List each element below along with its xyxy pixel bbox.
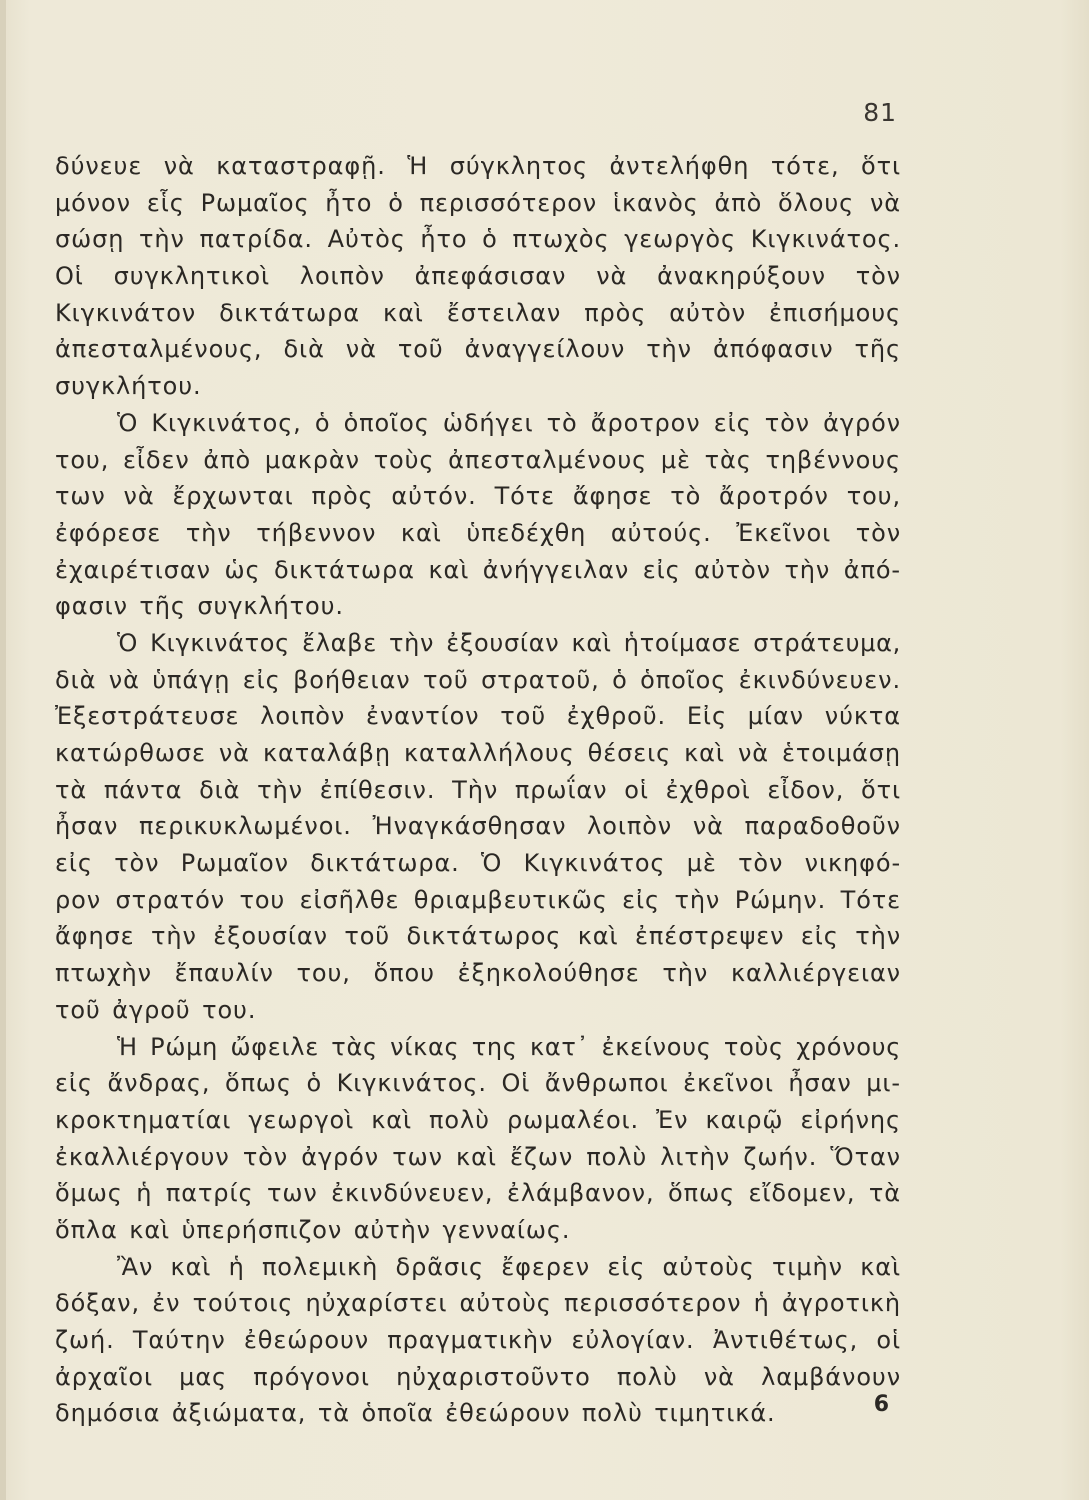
text-line: ὅπλα καὶ ὑπερήσπιζον αὐτὴν γενναίως. xyxy=(55,1215,571,1244)
text-line: διὰ νὰ ὑπάγῃ εἰς βοήθειαν τοῦ στρατοῦ, ὁ ὁποῖος ἐκινδύνευεν. xyxy=(55,665,901,694)
text-line: Οἱ συγκλητικοὶ λοιπὸν ἀπεφάσισαν νὰ ἀνακηρύξουν τὸν xyxy=(55,262,901,291)
text-line: ἄφησε τὴν ἐξουσίαν τοῦ δικτάτωρος καὶ ἐπέστρεψεν εἰς τὴν xyxy=(55,922,901,951)
text-line: Ἐξεστράτευσε λοιπὸν ἐναντίον τοῦ ἐχθροῦ. Εἰς μίαν νύκτα xyxy=(55,702,901,731)
text-line: τοῦ ἀγροῦ του. xyxy=(55,995,257,1024)
text-line: κροκτηματίαι γεωργοὶ καὶ πολὺ ρωμαλέοι. Ἐν καιρῷ εἰρήνης xyxy=(55,1105,901,1134)
page-number: 81 xyxy=(863,98,897,127)
text-line: ἦσαν περικυκλωμένοι. Ἠναγκάσθησαν λοιπὸν νὰ παραδοθοῦν xyxy=(55,812,901,841)
text-line: ρον στρατόν του εἰσῆλθε θριαμβευτικῶς εἰς τὴν Ρώμην. Τότε xyxy=(55,885,901,914)
text-line: πτωχὴν ἔπαυλίν του, ὅπου ἐξηκολούθησε τὴν καλλιέργειαν xyxy=(55,959,901,988)
text-line: των νὰ ἔρχωνται πρὸς αὐτόν. Τότε ἄφησε τὸ ἄροτρόν του, xyxy=(55,482,901,511)
text-line: μόνον εἷς Ρωμαῖος ἦτο ὁ περισσότερον ἱκανὸς ἀπὸ ὅλους νὰ xyxy=(55,188,901,217)
text-line: ἀπεσταλμένους, διὰ νὰ τοῦ ἀναγγείλουν τὴν ἀπόφασιν τῆς xyxy=(55,335,901,364)
text-line: δημόσια ἀξιώματα, τὰ ὁποῖα ἐθεώρουν πολὺ τιμητικά. xyxy=(55,1399,776,1428)
text-line: ἐκαλλιέργουν τὸν ἀγρόν των καὶ ἔζων πολὺ λιτὴν ζωήν. Ὅταν xyxy=(55,1142,901,1171)
text-line: εἰς ἄνδρας, ὅπως ὁ Κιγκινάτος. Οἱ ἄνθρωποι ἐκεῖνοι ἦσαν μι- xyxy=(55,1069,901,1098)
text-line: ἐχαιρέτισαν ὡς δικτάτωρα καὶ ἀνήγγειλαν εἰς αὐτὸν τὴν ἀπό- xyxy=(55,555,901,584)
text-line: ὅμως ἡ πατρίς των ἐκινδύνευεν, ἐλάμβανον, ὅπως εἴδομεν, τὰ xyxy=(55,1179,901,1208)
printer-signature-mark: 6 xyxy=(873,1392,889,1417)
text-line: κατώρθωσε νὰ καταλάβῃ καταλλήλους θέσεις καὶ νὰ ἑτοιμάσῃ xyxy=(55,739,901,767)
text-line: Ὁ Κιγκινάτος, ὁ ὁποῖος ὡδήγει τὸ ἄροτρον εἰς τὸν ἀγρόν xyxy=(117,408,901,437)
text-line: Κιγκινάτον δικτάτωρα καὶ ἔστειλαν πρὸς αὐτὸν ἐπισήμους xyxy=(55,298,901,327)
text-line: ἐφόρεσε τὴν τήβεννον καὶ ὑπεδέχθη αὐτούς. Ἐκεῖνοι τὸν xyxy=(55,518,901,547)
text-line: ἀρχαῖοι μας πρόγονοι ηὐχαριστοῦντο πολὺ νὰ λαμβάνουν xyxy=(55,1362,901,1391)
text-line: Ὁ Κιγκινάτος ἔλαβε τὴν ἐξουσίαν καὶ ἡτοίμασε στράτευμα, xyxy=(117,628,901,657)
text-line: τὰ πάντα διὰ τὴν ἐπίθεσιν. Τὴν πρωΐαν οἱ ἐχθροὶ εἶδον, ὅτι xyxy=(55,775,901,804)
text-line: Ἡ Ρώμη ὤφειλε τὰς νίκας της κατ᾽ ἐκείνους τοὺς χρόνους xyxy=(117,1032,901,1061)
text-line: εἰς τὸν Ρωμαῖον δικτάτωρα. Ὁ Κιγκινάτος μὲ τὸν νικηφό- xyxy=(55,849,901,878)
text-line: Ἂν καὶ ἡ πολεμικὴ δρᾶσις ἔφερεν εἰς αὐτοὺς τιμὴν καὶ xyxy=(117,1252,901,1281)
text-line: του, εἶδεν ἀπὸ μακρὰν τοὺς ἀπεσταλμένους μὲ τὰς τηβέννους xyxy=(55,445,901,474)
body-text xyxy=(55,148,901,1432)
text-line: ζωή. Ταύτην ἐθεώρουν πραγματικὴν εὐλογίαν. Ἀντιθέτως, οἱ xyxy=(55,1326,901,1354)
text-line: σώσῃ τὴν πατρίδα. Αὐτὸς ἦτο ὁ πτωχὸς γεωργὸς Κιγκινάτος. xyxy=(55,225,901,254)
text-line: συγκλήτου. xyxy=(55,372,202,401)
text-line: φασιν τῆς συγκλήτου. xyxy=(55,592,344,621)
text-line: δόξαν, ἐν τούτοις ηὐχαρίστει αὐτοὺς περισσότερον ἡ ἀγροτικὴ xyxy=(55,1289,901,1318)
text-line: δύνευε νὰ καταστραφῇ. Ἡ σύγκλητος ἀντελήφθη τότε, ὅτι xyxy=(55,152,901,180)
page-spine-edge xyxy=(0,0,6,1500)
